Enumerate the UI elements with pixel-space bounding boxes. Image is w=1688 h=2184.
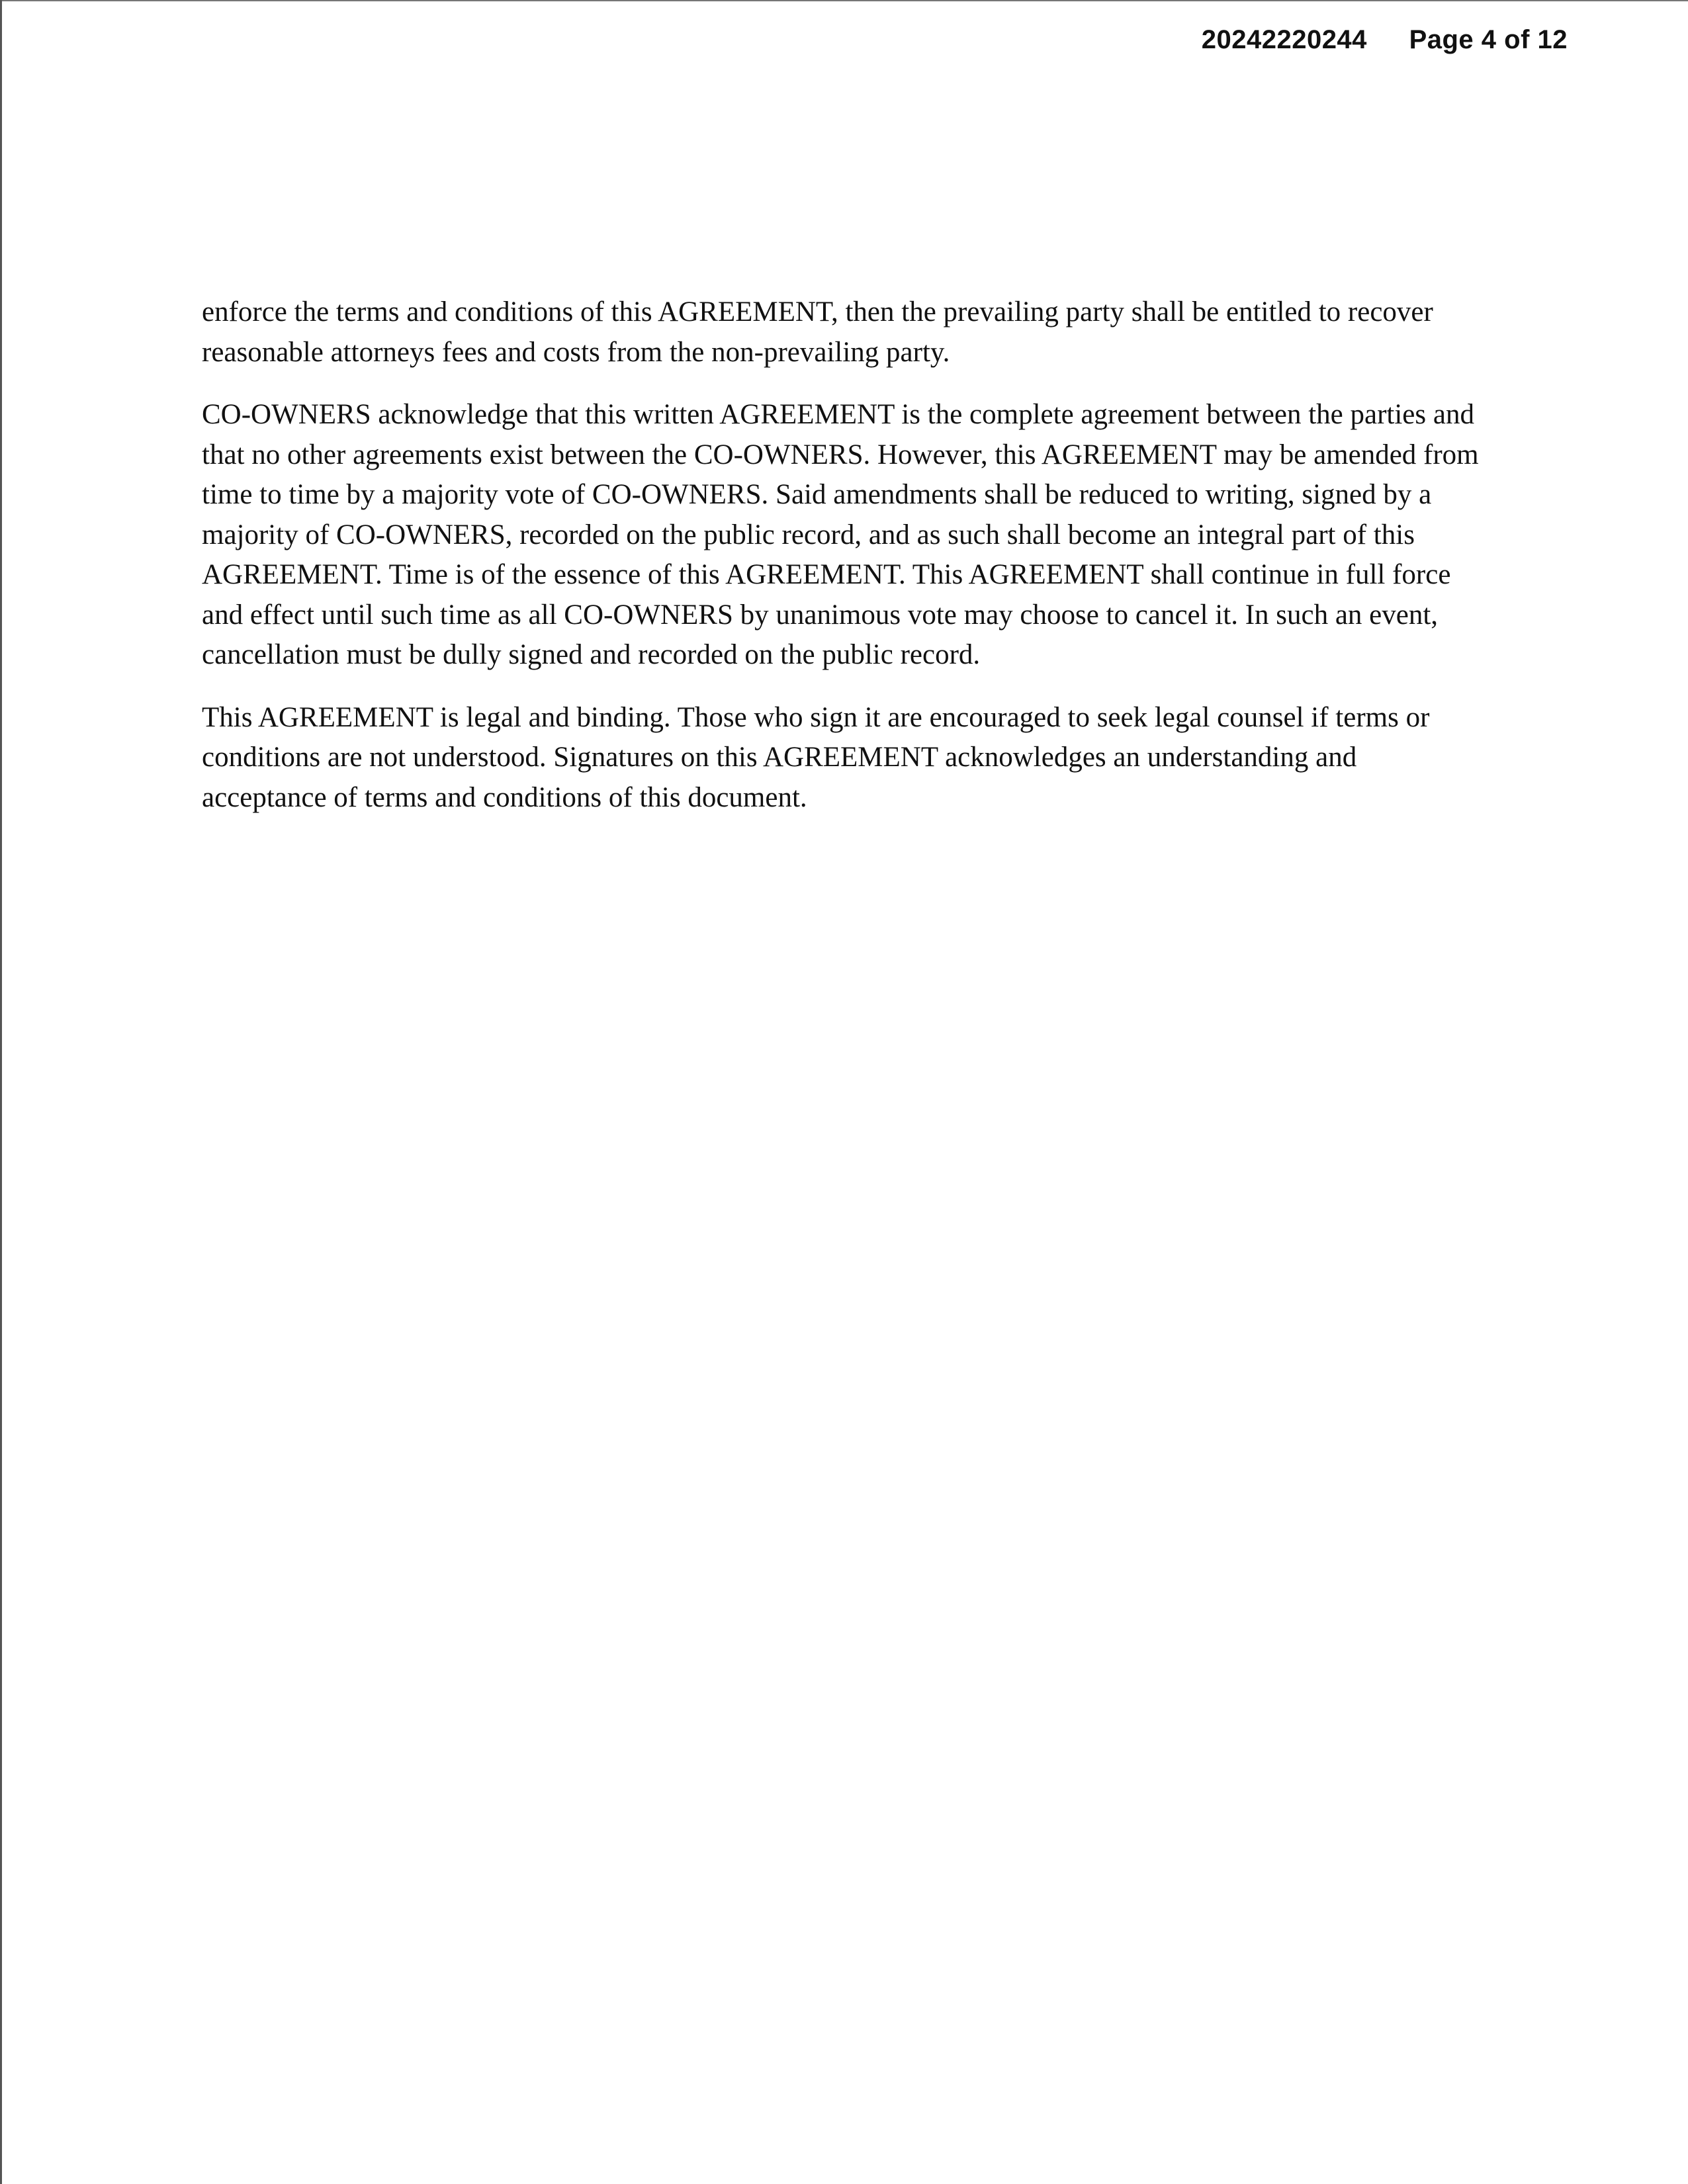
page-header [1202, 25, 1568, 55]
scan-top-edge [0, 0, 1688, 1]
document-number: 20242220244 [1201, 25, 1367, 54]
paragraph-complete-agreement: CO-OWNERS acknowledge that this written AGREEMENT is the complete agreement between the parties and that no other agreements exist between the CO-OWNERS. However, this AGREEMENT may be amended from time to time by a majority vote of CO-OWNERS. Said amendments shall be reduced to writing, signed by a majority of CO-OWNERS, recorded on the public record, and as such shall become an integral part of this AGREEMENT. Time is of the essence of this AGREEMENT. This AGREEMENT shall continue in full force and effect until such time as all CO-OWNERS by unanimous vote may choose to cancel it. In such an event, cancellation must be dully signed and recorded on the public record. [202, 399, 1479, 670]
scan-left-edge [0, 0, 2, 2184]
paragraph-attorneys-fees: enforce the terms and conditions of this AGREEMENT, then the prevailing party shall be entitled to recover reasonable attorneys fees and costs from the non-prevailing party. [202, 296, 1433, 368]
agreement-body [202, 292, 1482, 840]
page-number: Page 4 of 12 [1409, 25, 1568, 54]
paragraph-legal-binding: This AGREEMENT is legal and binding. Those who sign it are encouraged to seek legal counsel if terms or conditions are not understood. Signatures on this AGREEMENT acknowledges an understanding and acceptance of terms and conditions of this document. [202, 701, 1430, 813]
